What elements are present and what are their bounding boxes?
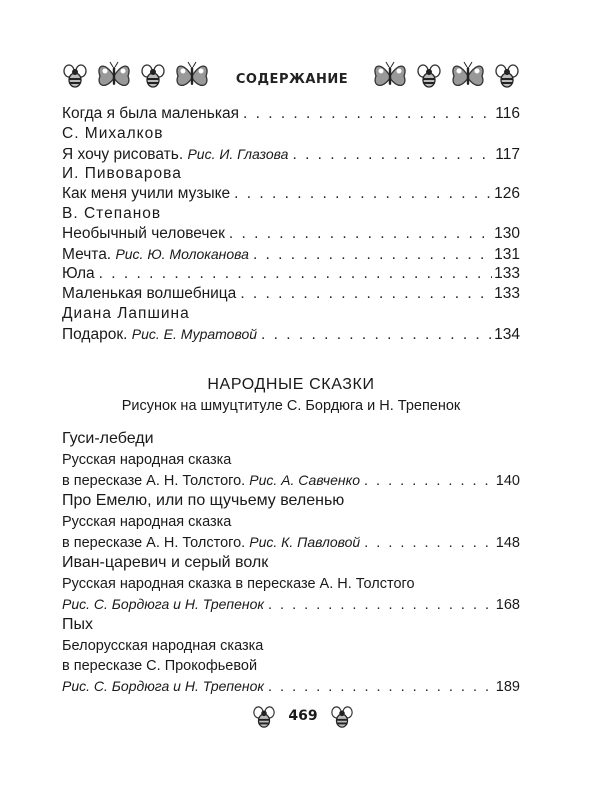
- entry-title: [62, 532, 360, 553]
- page-header: [62, 62, 522, 98]
- entry-title: Необычный человечек: [62, 225, 225, 242]
- toc-list: [62, 104, 520, 344]
- page-footer: [248, 702, 358, 732]
- section-subtitle: Рисунок на шмуцтитуле С. Бордюга и Н. Трепенок: [121, 398, 461, 414]
- bee-icon: [494, 62, 520, 90]
- dot-leader: [229, 224, 492, 244]
- toc-entry[interactable]: [62, 324, 520, 344]
- illustrator: Рис. Е. Муратовой: [131, 326, 258, 342]
- tale-origin: Русская народная сказка в пересказе А. Н. Толстого: [62, 576, 415, 592]
- page-number: 116: [495, 105, 520, 122]
- tale-origin: Русская народная сказка: [62, 452, 232, 468]
- page-title: СОДЕРЖАНИЕ: [235, 72, 349, 87]
- tale-title[interactable]: Пых: [62, 616, 93, 633]
- tale-title[interactable]: Про Емелю, или по щучьему веленью: [62, 492, 345, 509]
- toc-entry[interactable]: [62, 264, 520, 284]
- toc-entry[interactable]: [62, 470, 520, 490]
- entry-title: Маленькая волшебница: [62, 285, 237, 302]
- page-number: 148: [495, 535, 520, 551]
- entry-title: [62, 244, 249, 265]
- entry-title: Как меня учили музыке: [62, 185, 231, 202]
- retelling: в пересказе С. Прокофьевой: [62, 658, 258, 674]
- dot-leader: [364, 533, 494, 553]
- page-number: 189: [495, 679, 520, 695]
- illustrator: Рис. А. Савченко: [249, 472, 360, 488]
- dot-leader: [243, 104, 493, 124]
- butterfly-icon: [372, 58, 408, 94]
- illustrator: Рис. Ю. Молоканова: [115, 246, 249, 262]
- dot-leader: [268, 595, 494, 615]
- bee-icon: [416, 62, 442, 90]
- entry-title: [62, 144, 288, 165]
- author-name: И. Пивоварова: [62, 165, 182, 182]
- toc-entry[interactable]: [62, 104, 520, 124]
- section-title: НАРОДНЫЕ СКАЗКИ: [207, 376, 375, 393]
- tale-title[interactable]: Гуси-лебеди: [62, 430, 154, 447]
- tale-origin: Белорусская народная сказка: [62, 638, 264, 654]
- toc-entry[interactable]: [62, 144, 520, 164]
- author-name: С. Михалков: [62, 125, 164, 142]
- entry-title-text: Мечта.: [62, 246, 112, 263]
- illustrator: Рис. С. Бордюга и Н. Трепенок: [62, 678, 264, 694]
- toc-entry[interactable]: [62, 184, 520, 204]
- illustrator: Рис. С. Бордюга и Н. Трепенок: [62, 596, 264, 612]
- tale-title[interactable]: Иван-царевич и серый волк: [62, 554, 269, 571]
- entry-title: Когда я была маленькая: [62, 105, 239, 122]
- illustrator: Рис. К. Павловой: [249, 534, 361, 550]
- illustrator: Рис. И. Глазова: [187, 146, 289, 162]
- page-number: 134: [494, 326, 520, 343]
- retelling: в пересказе А. Н. Толстого.: [62, 473, 246, 489]
- dot-leader: [99, 264, 492, 284]
- entry-title-text: Я хочу рисовать.: [62, 146, 184, 163]
- author-name: Диана Лапшина: [62, 305, 190, 322]
- page-number: 140: [495, 473, 520, 489]
- author-name: В. Степанов: [62, 205, 162, 222]
- entry-title: [62, 470, 360, 491]
- toc-entry[interactable]: [62, 594, 520, 614]
- page-number: 133: [494, 265, 520, 282]
- page-number: 168: [495, 597, 520, 613]
- butterfly-icon: [450, 58, 486, 94]
- page-number: 131: [494, 246, 520, 263]
- dot-leader: [240, 284, 492, 304]
- tale-origin: Русская народная сказка: [62, 514, 232, 530]
- page-number: 117: [495, 146, 520, 163]
- entry-title: Юла: [62, 265, 95, 282]
- page-number: 130: [494, 225, 520, 242]
- toc-entry[interactable]: [62, 224, 520, 244]
- toc-entry[interactable]: [62, 676, 520, 696]
- dot-leader: [261, 325, 492, 345]
- toc-entry[interactable]: [62, 284, 520, 304]
- dot-leader: [364, 471, 494, 491]
- retelling: в пересказе А. Н. Толстого.: [62, 535, 246, 551]
- entry-title-text: Подарок.: [62, 326, 128, 343]
- dot-leader: [234, 184, 492, 204]
- entry-title: [62, 324, 257, 345]
- dot-leader: [268, 677, 494, 697]
- page-number: 126: [494, 185, 520, 202]
- page-number: 133: [494, 285, 520, 302]
- section-heading: [62, 374, 520, 416]
- toc-entry[interactable]: [62, 244, 520, 264]
- toc-entry[interactable]: [62, 532, 520, 552]
- dot-leader: [253, 245, 492, 265]
- page-number: 469: [288, 708, 318, 724]
- bee-icon: [330, 704, 354, 730]
- dot-leader: [292, 145, 493, 165]
- tales-list: [62, 428, 520, 696]
